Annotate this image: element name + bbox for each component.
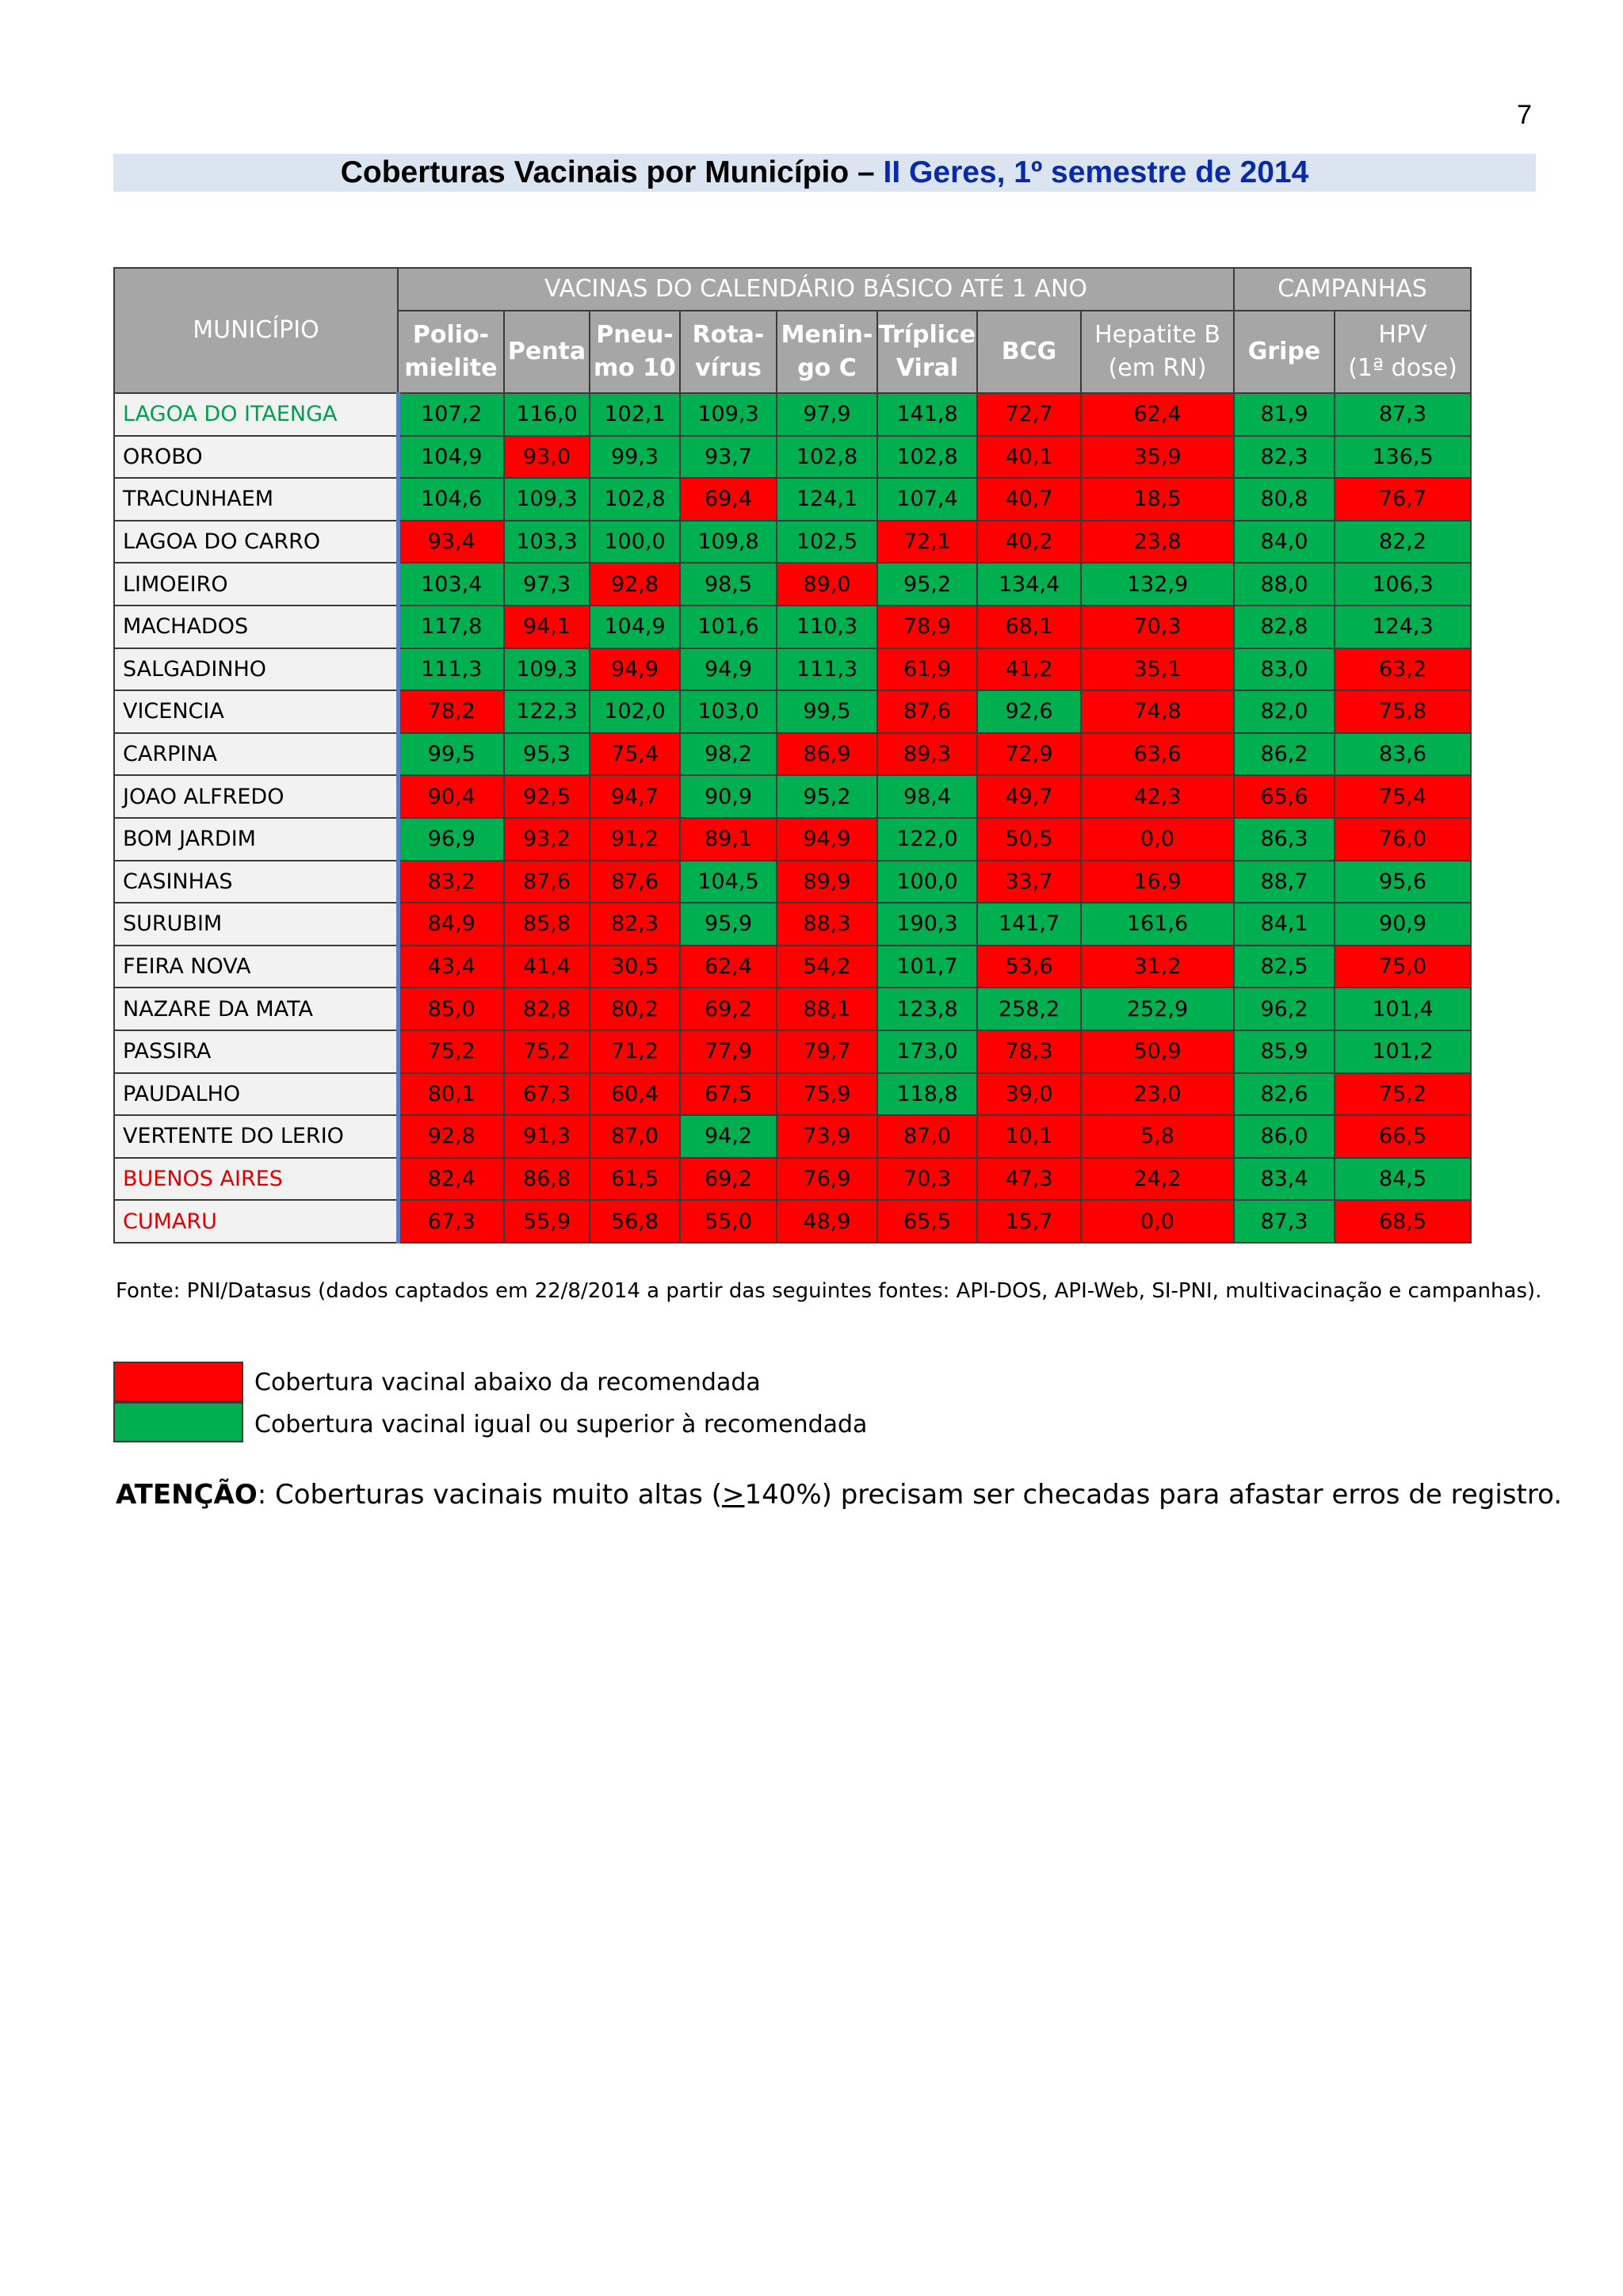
column-header bbox=[777, 311, 877, 393]
coverage-cell: 85,8 bbox=[504, 903, 590, 946]
coverage-cell: 53,6 bbox=[977, 946, 1081, 988]
coverage-cell: 92,8 bbox=[590, 563, 680, 606]
attention-note bbox=[116, 1479, 1562, 1511]
coverage-cell: 93,7 bbox=[680, 436, 777, 479]
coverage-cell: 55,9 bbox=[504, 1200, 590, 1243]
coverage-cell: 100,0 bbox=[590, 521, 680, 563]
coverage-cell: 90,9 bbox=[680, 775, 777, 818]
coverage-cell: 87,6 bbox=[590, 861, 680, 904]
municipio-name: PAUDALHO bbox=[114, 1073, 398, 1116]
municipio-name: MACHADOS bbox=[114, 606, 398, 648]
coverage-cell: 77,9 bbox=[680, 1030, 777, 1073]
coverage-cell: 76,0 bbox=[1335, 818, 1471, 861]
coverage-cell: 88,3 bbox=[777, 903, 877, 946]
municipio-name: BUENOS AIRES bbox=[114, 1158, 398, 1201]
coverage-cell: 74,8 bbox=[1081, 690, 1234, 733]
coverage-cell: 102,1 bbox=[590, 393, 680, 436]
coverage-cell: 60,4 bbox=[590, 1073, 680, 1116]
coverage-cell: 116,0 bbox=[504, 393, 590, 436]
column-header-line1: Tríplice bbox=[878, 321, 976, 349]
coverage-cell: 97,3 bbox=[504, 563, 590, 606]
coverage-cell: 96,2 bbox=[1234, 988, 1335, 1030]
coverage-cell: 82,8 bbox=[1234, 606, 1335, 648]
coverage-cell: 50,9 bbox=[1081, 1030, 1234, 1073]
municipio-name: TRACUNHAEM bbox=[114, 478, 398, 521]
coverage-cell: 31,2 bbox=[1081, 946, 1234, 988]
municipio-header: MUNICÍPIO bbox=[114, 268, 398, 393]
coverage-cell: 111,3 bbox=[398, 648, 504, 691]
coverage-cell: 107,4 bbox=[877, 478, 977, 521]
column-header bbox=[977, 311, 1081, 393]
coverage-cell: 86,9 bbox=[777, 733, 877, 776]
coverage-cell: 122,3 bbox=[504, 690, 590, 733]
column-header-line1: Hepatite B bbox=[1094, 321, 1220, 349]
table-row bbox=[114, 690, 1471, 733]
municipio-name: FEIRA NOVA bbox=[114, 946, 398, 988]
table-row bbox=[114, 818, 1471, 861]
attention-symbol: > bbox=[721, 1479, 745, 1511]
legend-green-swatch bbox=[113, 1402, 243, 1442]
coverage-cell: 101,7 bbox=[877, 946, 977, 988]
coverage-cell: 141,8 bbox=[877, 393, 977, 436]
municipio-name: SALGADINHO bbox=[114, 648, 398, 691]
column-header-line1: HPV bbox=[1378, 321, 1427, 349]
coverage-cell: 76,9 bbox=[777, 1158, 877, 1201]
source-note: Fonte: PNI/Datasus (dados captados em 22/8/2014 a partir das seguintes fontes: API-DOS, API-Web, SI-PNI, multivacinação e campanhas). bbox=[116, 1279, 1542, 1303]
coverage-cell: 123,8 bbox=[877, 988, 977, 1030]
coverage-cell: 124,3 bbox=[1335, 606, 1471, 648]
column-header-line1: Polio- bbox=[412, 321, 490, 349]
coverage-cell: 104,6 bbox=[398, 478, 504, 521]
coverage-cell: 109,3 bbox=[680, 393, 777, 436]
coverage-cell: 65,5 bbox=[877, 1200, 977, 1243]
coverage-cell: 73,9 bbox=[777, 1115, 877, 1158]
coverage-cell: 89,3 bbox=[877, 733, 977, 776]
column-header-line2: mo 10 bbox=[593, 354, 677, 382]
municipio-name: BOM JARDIM bbox=[114, 818, 398, 861]
coverage-cell: 30,5 bbox=[590, 946, 680, 988]
coverage-cell: 102,0 bbox=[590, 690, 680, 733]
coverage-cell: 41,2 bbox=[977, 648, 1081, 691]
coverage-cell: 87,0 bbox=[590, 1115, 680, 1158]
coverage-cell: 99,5 bbox=[777, 690, 877, 733]
coverage-cell: 15,7 bbox=[977, 1200, 1081, 1243]
coverage-cell: 65,6 bbox=[1234, 775, 1335, 818]
coverage-cell: 95,6 bbox=[1335, 861, 1471, 904]
coverage-cell: 87,0 bbox=[877, 1115, 977, 1158]
coverage-cell: 86,0 bbox=[1234, 1115, 1335, 1158]
column-header-line2: vírus bbox=[695, 354, 762, 382]
coverage-cell: 83,4 bbox=[1234, 1158, 1335, 1201]
coverage-cell: 93,0 bbox=[504, 436, 590, 479]
coverage-cell: 101,2 bbox=[1335, 1030, 1471, 1073]
coverage-cell: 48,9 bbox=[777, 1200, 877, 1243]
table-row bbox=[114, 733, 1471, 776]
coverage-cell: 80,2 bbox=[590, 988, 680, 1030]
coverage-cell: 35,9 bbox=[1081, 436, 1234, 479]
municipio-name: LAGOA DO CARRO bbox=[114, 521, 398, 563]
coverage-cell: 70,3 bbox=[877, 1158, 977, 1201]
coverage-cell: 68,5 bbox=[1335, 1200, 1471, 1243]
table-row bbox=[114, 1115, 1471, 1158]
coverage-cell: 91,2 bbox=[590, 818, 680, 861]
coverage-cell: 72,9 bbox=[977, 733, 1081, 776]
coverage-cell: 23,8 bbox=[1081, 521, 1234, 563]
coverage-cell: 86,3 bbox=[1234, 818, 1335, 861]
coverage-cell: 95,3 bbox=[504, 733, 590, 776]
coverage-cell: 102,8 bbox=[590, 478, 680, 521]
coverage-cell: 102,5 bbox=[777, 521, 877, 563]
coverage-cell: 81,9 bbox=[1234, 393, 1335, 436]
column-header-line1: Pneu- bbox=[596, 321, 674, 349]
coverage-cell: 136,5 bbox=[1335, 436, 1471, 479]
coverage-cell: 80,8 bbox=[1234, 478, 1335, 521]
coverage-cell: 75,2 bbox=[1335, 1073, 1471, 1116]
coverage-cell: 84,9 bbox=[398, 903, 504, 946]
column-header-line2: mielite bbox=[404, 354, 498, 382]
coverage-cell: 16,9 bbox=[1081, 861, 1234, 904]
coverage-cell: 91,3 bbox=[504, 1115, 590, 1158]
coverage-cell: 82,0 bbox=[1234, 690, 1335, 733]
table-row bbox=[114, 775, 1471, 818]
coverage-cell: 85,9 bbox=[1234, 1030, 1335, 1073]
column-header-line1: Penta bbox=[507, 338, 586, 365]
coverage-cell: 102,8 bbox=[777, 436, 877, 479]
table-row bbox=[114, 563, 1471, 606]
coverage-cell: 100,0 bbox=[877, 861, 977, 904]
coverage-cell: 87,3 bbox=[1234, 1200, 1335, 1243]
column-header bbox=[590, 311, 680, 393]
table-row bbox=[114, 393, 1471, 436]
coverage-cell: 41,4 bbox=[504, 946, 590, 988]
coverage-cell: 68,1 bbox=[977, 606, 1081, 648]
table-row bbox=[114, 521, 1471, 563]
column-header bbox=[1081, 311, 1234, 393]
attention-text-before: : Coberturas vacinais muito altas ( bbox=[257, 1479, 722, 1511]
coverage-cell: 40,1 bbox=[977, 436, 1081, 479]
coverage-cell: 71,2 bbox=[590, 1030, 680, 1073]
table-body bbox=[114, 393, 1471, 1243]
municipio-name: VICENCIA bbox=[114, 690, 398, 733]
coverage-cell: 103,4 bbox=[398, 563, 504, 606]
coverage-cell: 90,9 bbox=[1335, 903, 1471, 946]
coverage-cell: 118,8 bbox=[877, 1073, 977, 1116]
coverage-cell: 173,0 bbox=[877, 1030, 977, 1073]
coverage-cell: 54,2 bbox=[777, 946, 877, 988]
coverage-cell: 88,7 bbox=[1234, 861, 1335, 904]
title-part1: Coberturas Vacinais por Município – bbox=[340, 155, 884, 189]
coverage-cell: 99,5 bbox=[398, 733, 504, 776]
coverage-cell: 83,0 bbox=[1234, 648, 1335, 691]
coverage-cell: 110,3 bbox=[777, 606, 877, 648]
coverage-cell: 94,7 bbox=[590, 775, 680, 818]
coverage-cell: 104,9 bbox=[398, 436, 504, 479]
coverage-cell: 104,9 bbox=[590, 606, 680, 648]
column-header-line2: (em RN) bbox=[1108, 354, 1207, 382]
coverage-cell: 98,4 bbox=[877, 775, 977, 818]
coverage-cell: 95,2 bbox=[777, 775, 877, 818]
coverage-cell: 35,1 bbox=[1081, 648, 1234, 691]
coverage-table bbox=[113, 267, 1472, 1244]
page-title bbox=[113, 154, 1536, 192]
coverage-cell: 39,0 bbox=[977, 1073, 1081, 1116]
table-row bbox=[114, 946, 1471, 988]
coverage-cell: 94,1 bbox=[504, 606, 590, 648]
coverage-cell: 99,3 bbox=[590, 436, 680, 479]
coverage-cell: 92,8 bbox=[398, 1115, 504, 1158]
column-header bbox=[1234, 311, 1335, 393]
municipio-name: NAZARE DA MATA bbox=[114, 988, 398, 1030]
coverage-cell: 106,3 bbox=[1335, 563, 1471, 606]
coverage-cell: 0,0 bbox=[1081, 818, 1234, 861]
coverage-cell: 76,7 bbox=[1335, 478, 1471, 521]
coverage-cell: 122,0 bbox=[877, 818, 977, 861]
coverage-cell: 190,3 bbox=[877, 903, 977, 946]
column-header-line1: Rota- bbox=[692, 321, 765, 349]
coverage-cell: 43,4 bbox=[398, 946, 504, 988]
coverage-cell: 82,5 bbox=[1234, 946, 1335, 988]
coverage-cell: 117,8 bbox=[398, 606, 504, 648]
coverage-cell: 98,2 bbox=[680, 733, 777, 776]
coverage-cell: 93,4 bbox=[398, 521, 504, 563]
coverage-cell: 75,9 bbox=[777, 1073, 877, 1116]
coverage-cell: 85,0 bbox=[398, 988, 504, 1030]
coverage-cell: 124,1 bbox=[777, 478, 877, 521]
coverage-cell: 109,3 bbox=[504, 478, 590, 521]
page-number: 7 bbox=[1517, 100, 1532, 130]
title-part2: II Geres, 1º semestre de 2014 bbox=[883, 155, 1309, 189]
table-row bbox=[114, 1158, 1471, 1201]
coverage-cell: 10,1 bbox=[977, 1115, 1081, 1158]
coverage-cell: 82,6 bbox=[1234, 1073, 1335, 1116]
coverage-cell: 18,5 bbox=[1081, 478, 1234, 521]
municipio-name: JOAO ALFREDO bbox=[114, 775, 398, 818]
coverage-cell: 87,3 bbox=[1335, 393, 1471, 436]
coverage-cell: 69,2 bbox=[680, 1158, 777, 1201]
coverage-cell: 78,3 bbox=[977, 1030, 1081, 1073]
coverage-cell: 98,5 bbox=[680, 563, 777, 606]
municipio-name: CUMARU bbox=[114, 1200, 398, 1243]
municipio-name: SURUBIM bbox=[114, 903, 398, 946]
coverage-cell: 94,9 bbox=[590, 648, 680, 691]
coverage-cell: 50,5 bbox=[977, 818, 1081, 861]
campanhas-group-header: CAMPANHAS bbox=[1234, 268, 1471, 311]
column-header-line2: (1ª dose) bbox=[1348, 354, 1457, 382]
coverage-cell: 62,4 bbox=[1081, 393, 1234, 436]
column-header bbox=[877, 311, 977, 393]
coverage-cell: 75,4 bbox=[1335, 775, 1471, 818]
coverage-cell: 49,7 bbox=[977, 775, 1081, 818]
coverage-cell: 90,4 bbox=[398, 775, 504, 818]
table-row bbox=[114, 436, 1471, 479]
coverage-cell: 69,4 bbox=[680, 478, 777, 521]
coverage-cell: 79,7 bbox=[777, 1030, 877, 1073]
coverage-cell: 67,3 bbox=[398, 1200, 504, 1243]
coverage-cell: 101,4 bbox=[1335, 988, 1471, 1030]
coverage-cell: 97,9 bbox=[777, 393, 877, 436]
municipio-name: PASSIRA bbox=[114, 1030, 398, 1073]
coverage-cell: 66,5 bbox=[1335, 1115, 1471, 1158]
coverage-cell: 75,8 bbox=[1335, 690, 1471, 733]
coverage-cell: 23,0 bbox=[1081, 1073, 1234, 1116]
coverage-cell: 96,9 bbox=[398, 818, 504, 861]
municipio-name: LIMOEIRO bbox=[114, 563, 398, 606]
column-header-line1: BCG bbox=[1001, 338, 1057, 365]
coverage-cell: 83,2 bbox=[398, 861, 504, 904]
coverage-cell: 141,7 bbox=[977, 903, 1081, 946]
coverage-cell: 82,4 bbox=[398, 1158, 504, 1201]
coverage-cell: 107,2 bbox=[398, 393, 504, 436]
coverage-cell: 87,6 bbox=[877, 690, 977, 733]
coverage-cell: 55,0 bbox=[680, 1200, 777, 1243]
coverage-cell: 92,5 bbox=[504, 775, 590, 818]
table-row bbox=[114, 1200, 1471, 1243]
coverage-cell: 61,9 bbox=[877, 648, 977, 691]
coverage-cell: 86,2 bbox=[1234, 733, 1335, 776]
coverage-cell: 0,0 bbox=[1081, 1200, 1234, 1243]
coverage-cell: 95,9 bbox=[680, 903, 777, 946]
coverage-cell: 89,1 bbox=[680, 818, 777, 861]
coverage-cell: 75,4 bbox=[590, 733, 680, 776]
column-header bbox=[680, 311, 777, 393]
municipio-name: OROBO bbox=[114, 436, 398, 479]
attention-text-after: 140%) precisam ser checadas para afastar erros de registro. bbox=[744, 1479, 1563, 1511]
coverage-cell: 63,2 bbox=[1335, 648, 1471, 691]
municipio-name: LAGOA DO ITAENGA bbox=[114, 393, 398, 436]
coverage-cell: 161,6 bbox=[1081, 903, 1234, 946]
coverage-cell: 109,8 bbox=[680, 521, 777, 563]
column-header-line1: Gripe bbox=[1247, 338, 1321, 365]
coverage-cell: 86,8 bbox=[504, 1158, 590, 1201]
coverage-cell: 84,5 bbox=[1335, 1158, 1471, 1201]
coverage-cell: 5,8 bbox=[1081, 1115, 1234, 1158]
coverage-cell: 94,9 bbox=[777, 818, 877, 861]
coverage-cell: 40,2 bbox=[977, 521, 1081, 563]
coverage-cell: 69,2 bbox=[680, 988, 777, 1030]
coverage-cell: 87,6 bbox=[504, 861, 590, 904]
coverage-cell: 88,0 bbox=[1234, 563, 1335, 606]
table-row bbox=[114, 861, 1471, 904]
coverage-cell: 93,2 bbox=[504, 818, 590, 861]
column-header bbox=[1335, 311, 1471, 393]
column-header bbox=[398, 311, 504, 393]
coverage-cell: 42,3 bbox=[1081, 775, 1234, 818]
coverage-cell: 75,2 bbox=[398, 1030, 504, 1073]
coverage-cell: 82,3 bbox=[1234, 436, 1335, 479]
coverage-cell: 103,0 bbox=[680, 690, 777, 733]
coverage-cell: 111,3 bbox=[777, 648, 877, 691]
coverage-cell: 72,1 bbox=[877, 521, 977, 563]
coverage-cell: 84,0 bbox=[1234, 521, 1335, 563]
coverage-cell: 82,3 bbox=[590, 903, 680, 946]
table-row bbox=[114, 1030, 1471, 1073]
coverage-cell: 75,0 bbox=[1335, 946, 1471, 988]
coverage-cell: 24,2 bbox=[1081, 1158, 1234, 1201]
table-row bbox=[114, 606, 1471, 648]
coverage-cell: 134,4 bbox=[977, 563, 1081, 606]
coverage-cell: 67,5 bbox=[680, 1073, 777, 1116]
coverage-cell: 67,3 bbox=[504, 1073, 590, 1116]
column-header-line2: go C bbox=[797, 354, 857, 382]
coverage-cell: 102,8 bbox=[877, 436, 977, 479]
coverage-cell: 88,1 bbox=[777, 988, 877, 1030]
coverage-cell: 75,2 bbox=[504, 1030, 590, 1073]
coverage-cell: 40,7 bbox=[977, 478, 1081, 521]
coverage-cell: 104,5 bbox=[680, 861, 777, 904]
coverage-cell: 70,3 bbox=[1081, 606, 1234, 648]
column-header-line2: Viral bbox=[896, 354, 959, 382]
coverage-cell: 103,3 bbox=[504, 521, 590, 563]
coverage-cell: 33,7 bbox=[977, 861, 1081, 904]
column-header bbox=[504, 311, 590, 393]
table-row bbox=[114, 903, 1471, 946]
coverage-cell: 95,2 bbox=[877, 563, 977, 606]
coverage-cell: 82,2 bbox=[1335, 521, 1471, 563]
coverage-cell: 94,2 bbox=[680, 1115, 777, 1158]
municipio-name: CARPINA bbox=[114, 733, 398, 776]
legend-below-label: Cobertura vacinal abaixo da recomendada bbox=[254, 1369, 761, 1396]
coverage-cell: 63,6 bbox=[1081, 733, 1234, 776]
coverage-cell: 92,6 bbox=[977, 690, 1081, 733]
coverage-cell: 78,2 bbox=[398, 690, 504, 733]
coverage-cell: 82,8 bbox=[504, 988, 590, 1030]
coverage-cell: 61,5 bbox=[590, 1158, 680, 1201]
coverage-cell: 94,9 bbox=[680, 648, 777, 691]
table-row bbox=[114, 478, 1471, 521]
coverage-cell: 101,6 bbox=[680, 606, 777, 648]
coverage-cell: 132,9 bbox=[1081, 563, 1234, 606]
vacinas-group-header: VACINAS DO CALENDÁRIO BÁSICO ATÉ 1 ANO bbox=[398, 268, 1234, 311]
column-header-line1: Menin- bbox=[781, 321, 873, 349]
municipio-name: CASINHAS bbox=[114, 861, 398, 904]
table-row bbox=[114, 1073, 1471, 1116]
table-row bbox=[114, 648, 1471, 691]
legend-above-label: Cobertura vacinal igual ou superior à recomendada bbox=[254, 1411, 868, 1438]
coverage-cell: 56,8 bbox=[590, 1200, 680, 1243]
coverage-cell: 80,1 bbox=[398, 1073, 504, 1116]
coverage-cell: 109,3 bbox=[504, 648, 590, 691]
coverage-cell: 47,3 bbox=[977, 1158, 1081, 1201]
coverage-cell: 258,2 bbox=[977, 988, 1081, 1030]
coverage-cell: 78,9 bbox=[877, 606, 977, 648]
municipio-name: VERTENTE DO LERIO bbox=[114, 1115, 398, 1158]
attention-label: ATENÇÃO bbox=[116, 1479, 258, 1511]
coverage-cell: 252,9 bbox=[1081, 988, 1234, 1030]
coverage-cell: 89,9 bbox=[777, 861, 877, 904]
table-row bbox=[114, 988, 1471, 1030]
coverage-cell: 83,6 bbox=[1335, 733, 1471, 776]
legend-red-swatch bbox=[113, 1362, 243, 1402]
coverage-cell: 84,1 bbox=[1234, 903, 1335, 946]
coverage-cell: 72,7 bbox=[977, 393, 1081, 436]
coverage-cell: 62,4 bbox=[680, 946, 777, 988]
coverage-cell: 89,0 bbox=[777, 563, 877, 606]
